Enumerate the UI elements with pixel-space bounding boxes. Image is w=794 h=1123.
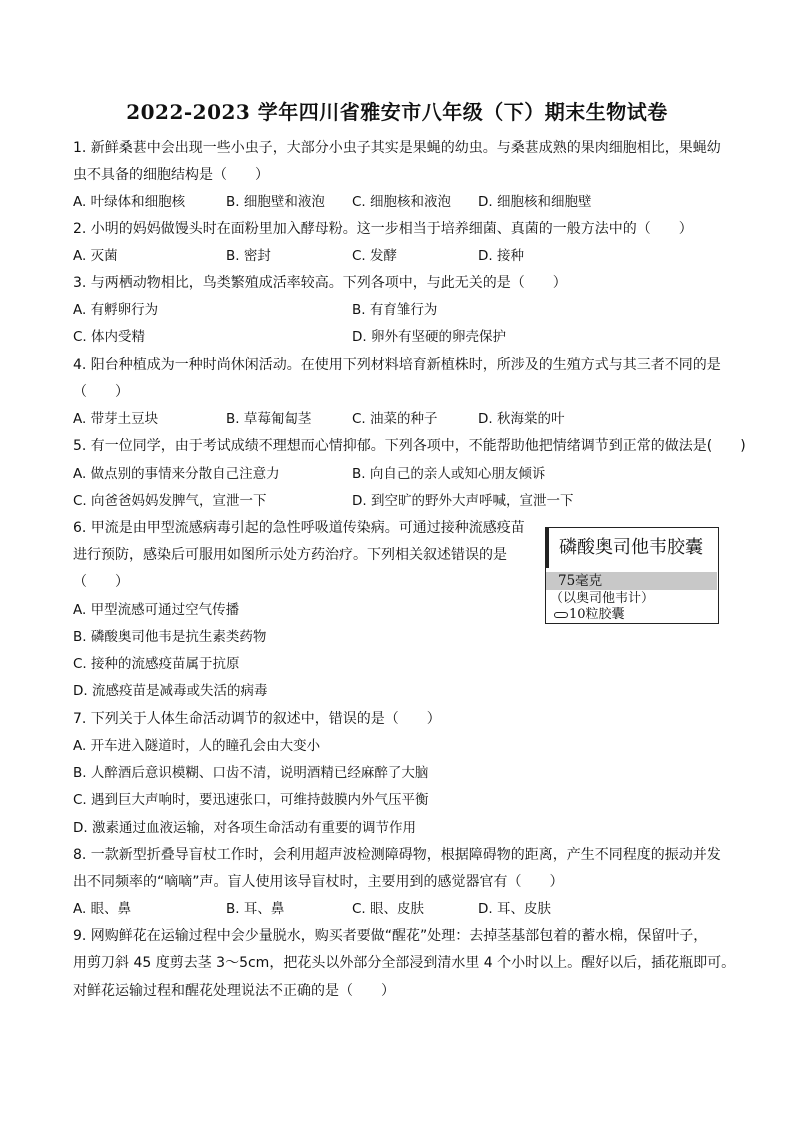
question-8-option-d: D. 耳、皮肤 bbox=[478, 901, 551, 917]
question-1-stem-line-1: 1. 新鲜桑葚中会出现一些小虫子，大部分小虫子其实是果蝇的幼虫。与桑葚成熟的果肉细胞相比，果蝇幼 bbox=[73, 140, 721, 156]
question-1-option-b: B. 细胞壁和液泡 bbox=[226, 194, 325, 210]
question-9-stem-line-3: 对鲜花运输过程和醒花处理说法不正确的是（ ） bbox=[73, 983, 395, 999]
question-8-option-b: B. 耳、鼻 bbox=[226, 901, 285, 917]
question-6-option-a: A. 甲型流感可通过空气传播 bbox=[73, 602, 240, 618]
question-4-option-d: D. 秋海棠的叶 bbox=[478, 411, 565, 427]
question-6-stem-line-1: 6. 甲流是由甲型流感病毒引起的急性呼吸道传染病。可通过接种流感疫苗 bbox=[73, 520, 525, 536]
question-1-option-d: D. 细胞核和细胞壁 bbox=[478, 194, 592, 210]
question-6-option-d: D. 流感疫苗是减毒或失活的病毒 bbox=[73, 683, 268, 699]
question-6-option-b: B. 磷酸奥司他韦是抗生素类药物 bbox=[73, 629, 267, 645]
question-9-stem-line-1: 9. 网购鲜花在运输过程中会少量脱水，购买者要做“醒花”处理：去掉茎基部包着的蓄水棉，保留叶子， bbox=[73, 928, 708, 944]
question-1-option-c: C. 细胞核和液泡 bbox=[352, 194, 452, 210]
question-5-option-b: B. 向自己的亲人或知心朋友倾诉 bbox=[352, 466, 546, 482]
drug-package-figure bbox=[545, 527, 719, 624]
question-2-option-c: C. 发酵 bbox=[352, 248, 398, 264]
question-3-option-b: B. 有育雏行为 bbox=[352, 302, 438, 318]
question-2-option-b: B. 密封 bbox=[226, 248, 271, 264]
question-3-option-d: D. 卵外有坚硬的卵壳保护 bbox=[352, 329, 506, 345]
question-3-stem-line-1: 3. 与两栖动物相比，鸟类繁殖成活率较高。下列各项中，与此无关的是（ ） bbox=[73, 275, 567, 291]
question-8-stem-line-1: 8. 一款新型折叠导盲杖工作时，会利用超声波检测障碍物，根据障碍物的距离，产生不同程度的振动并发 bbox=[73, 847, 721, 863]
question-6-stem-line-3: （ ） bbox=[73, 574, 129, 590]
question-8-stem-line-2: 出不同频率的“嘀嘀”声。盲人使用该导盲杖时，主要用到的感觉器官有（ ） bbox=[73, 874, 564, 890]
question-5-option-a: A. 做点别的事情来分散自己注意力 bbox=[73, 466, 280, 482]
drug-capsule-count-row bbox=[554, 607, 625, 623]
drug-dose-note: （以奥司他韦计） bbox=[550, 591, 655, 606]
question-7-option-b: B. 人醉酒后意识模糊、口齿不清，说明酒精已经麻醉了大脑 bbox=[73, 765, 429, 781]
drug-name: 磷酸奥司他韦胶囊 bbox=[546, 528, 717, 568]
question-2-stem-line-1: 2. 小明的妈妈做馒头时在面粉里加入酵母粉。这一步相当于培养细菌、真菌的一般方法中的（ ） bbox=[73, 221, 693, 237]
question-1-option-a: A. 叶绿体和细胞核 bbox=[73, 194, 186, 210]
question-5-option-c: C. 向爸爸妈妈发脾气，宣泄一下 bbox=[73, 493, 267, 509]
drug-capsule-count: 10粒胶囊 bbox=[569, 607, 625, 622]
question-2-option-d: D. 接种 bbox=[478, 248, 524, 264]
question-1-stem-line-2: 虫不具备的细胞结构是（ ） bbox=[73, 167, 269, 183]
question-4-option-a: A. 带芽土豆块 bbox=[73, 411, 159, 427]
question-4-option-b: B. 草莓匍匐茎 bbox=[226, 411, 312, 427]
question-6-stem-line-2: 进行预防，感染后可服用如图所示处方药治疗。下列相关叙述错误的是 bbox=[73, 547, 507, 563]
drug-dose: 75毫克 bbox=[546, 572, 717, 590]
question-8-option-c: C. 眼、皮肤 bbox=[352, 901, 425, 917]
question-7-stem-line-1: 7. 下列关于人体生命活动调节的叙述中，错误的是（ ） bbox=[73, 711, 441, 727]
capsule-icon bbox=[554, 612, 568, 618]
question-3-option-c: C. 体内受精 bbox=[73, 329, 146, 345]
question-4-option-c: C. 油菜的种子 bbox=[352, 411, 438, 427]
question-4-stem-line-1: 4. 阳台种植成为一种时尚休闲活动。在使用下列材料培育新植株时，所涉及的生殖方式与其三者不同的是 bbox=[73, 357, 721, 373]
question-7-option-d: D. 激素通过血液运输，对各项生命活动有重要的调节作用 bbox=[73, 820, 416, 836]
question-6-option-c: C. 接种的流感疫苗属于抗原 bbox=[73, 656, 240, 672]
question-3-option-a: A. 有孵卵行为 bbox=[73, 302, 159, 318]
question-7-option-c: C. 遇到巨大声响时，要迅速张口，可维持鼓膜内外气压平衡 bbox=[73, 792, 429, 808]
question-5-stem-line-1: 5. 有一位同学，由于考试成绩不理想而心情抑郁。下列各项中，不能帮助他把情绪调节到正常的做法是( ) bbox=[73, 438, 746, 454]
question-7-option-a: A. 开车进入隧道时，人的瞳孔会由大变小 bbox=[73, 738, 321, 754]
page-title: 2022-2023 学年四川省雅安市八年级（下）期末生物试卷 bbox=[126, 100, 668, 124]
question-2-option-a: A. 灭菌 bbox=[73, 248, 118, 264]
question-8-option-a: A. 眼、鼻 bbox=[73, 901, 132, 917]
question-9-stem-line-2: 用剪刀斜 45 度剪去茎 3～5cm，把花头以外部分全部浸到清水里 4 个小时以上。醒好以后，插花瓶即可。 bbox=[73, 955, 736, 971]
question-4-stem-line-2: （ ） bbox=[73, 384, 129, 400]
question-5-option-d: D. 到空旷的野外大声呼喊，宣泄一下 bbox=[352, 493, 574, 509]
